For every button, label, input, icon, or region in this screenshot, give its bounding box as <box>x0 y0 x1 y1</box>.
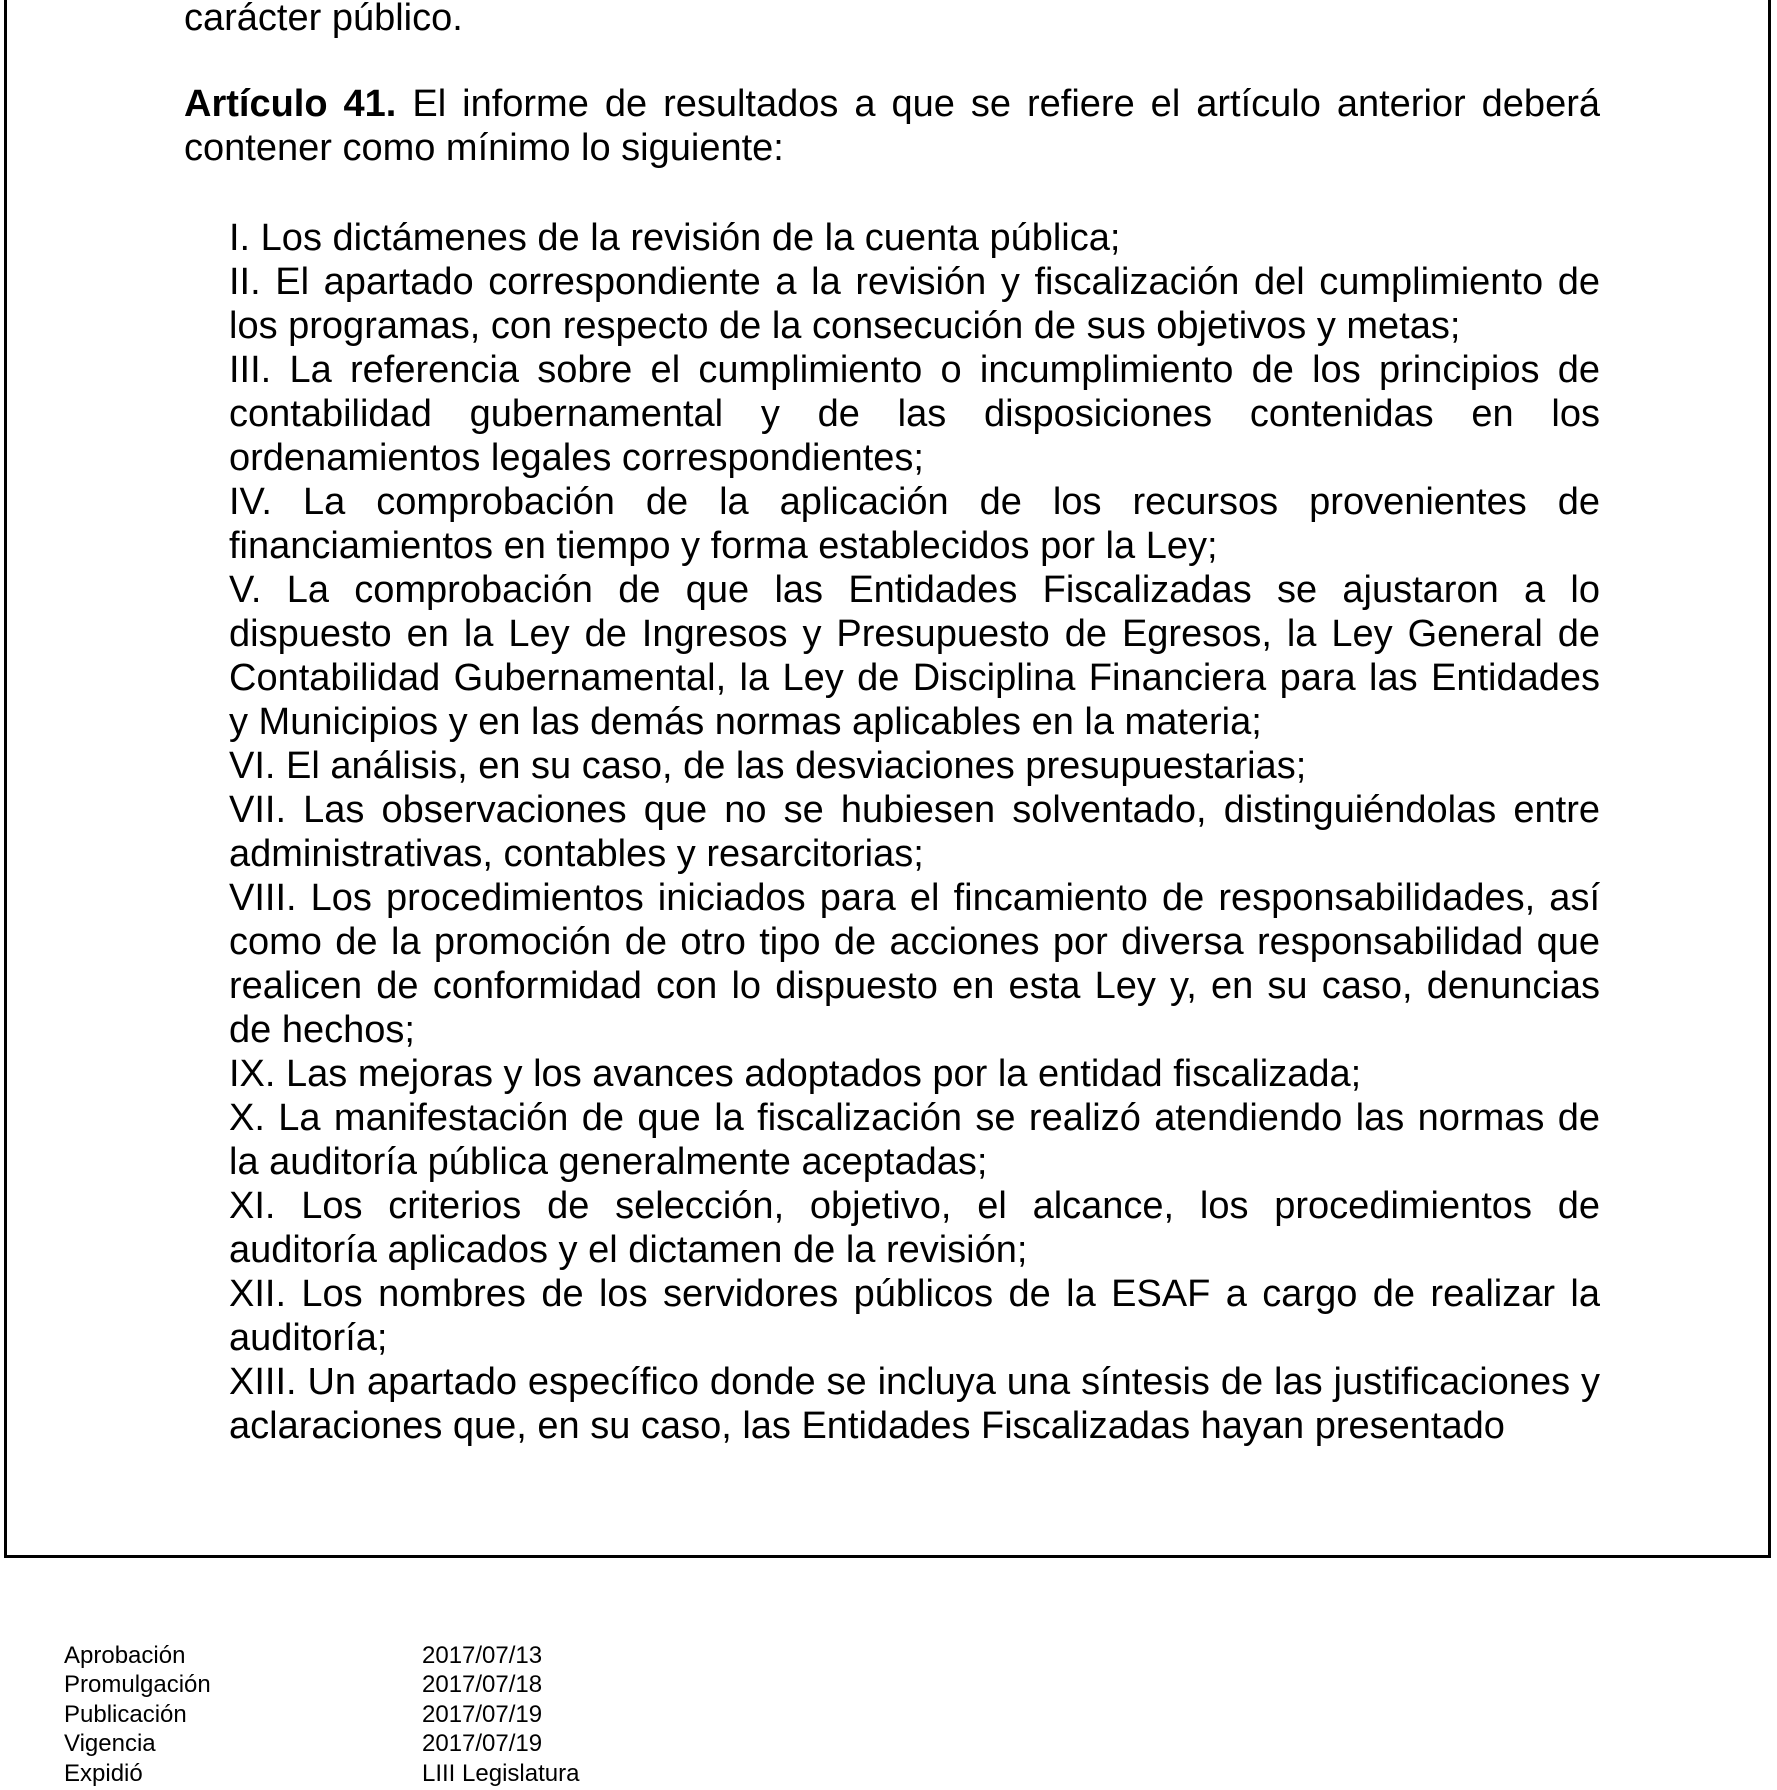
metadata-row <box>64 1729 579 1758</box>
metadata-row <box>64 1641 579 1670</box>
fraction-v: V. La comprobación de que las Entidades Fiscalizadas se ajustaron a lo dispuesto en la Ley de Ingresos y Presupuesto de Egresos, la Ley General de Contabilidad Gubernamental, la Ley de Disciplina Financiera para las Entidades y Municipios y en las demás normas aplicables en la materia; <box>229 569 1600 743</box>
fraction-iv: IV. La comprobación de la aplicación de los recursos provenientes de financiamientos en tiempo y forma establecidos por la Ley; <box>229 481 1600 567</box>
fraction-viii: VIII. Los procedimientos iniciados para el fincamiento de responsabilidades, así como de la promoción de otro tipo de acciones por diversa responsabilidad que realicen de conformidad con lo dispuesto en esta Ley y, en su caso, denuncias de hechos; <box>229 877 1600 1051</box>
metadata-value: 2017/07/18 <box>422 1671 543 1699</box>
metadata-label: Promulgación <box>64 1671 211 1699</box>
metadata-label: Expidió <box>64 1759 143 1787</box>
fraction-x: X. La manifestación de que la fiscalización se realizó atendiendo las normas de la auditoría pública generalmente aceptadas; <box>229 1097 1600 1183</box>
fraction-xi: XI. Los criterios de selección, objetivo, el alcance, los procedimientos de auditoría aplicados y el dictamen de la revisión; <box>229 1185 1600 1271</box>
metadata-row <box>64 1759 579 1788</box>
metadata-label: Vigencia <box>64 1730 156 1758</box>
article-text: El informe de resultados a que se refiere el artículo anterior deberá contener como mínimo lo siguiente: <box>184 83 1600 169</box>
metadata-table <box>64 1641 579 1788</box>
fraction-list <box>229 216 1600 1448</box>
fraction-ix: IX. Las mejoras y los avances adoptados por la entidad fiscalizada; <box>229 1053 1362 1095</box>
fraction-vii: VII. Las observaciones que no se hubiesen solventado, distinguiéndolas entre administrativas, contables y resarcitorias; <box>229 789 1600 875</box>
metadata-label: Aprobación <box>64 1642 186 1669</box>
article-41 <box>184 82 1600 170</box>
metadata-value: 2017/07/19 <box>422 1700 543 1728</box>
fraction-ii: II. El apartado correspondiente a la revisión y fiscalización del cumplimiento de los programas, con respecto de la consecución de sus objetivos y metas; <box>229 261 1600 347</box>
fraction-vi: VI. El análisis, en su caso, de las desviaciones presupuestarias; <box>229 745 1307 787</box>
metadata-value: LIII Legislatura <box>422 1759 580 1787</box>
metadata-row <box>64 1670 579 1699</box>
fraction-i: I. Los dictámenes de la revisión de la cuenta pública; <box>229 217 1121 259</box>
article-number: Artículo 41. <box>184 83 397 125</box>
fraction-xiii: XIII. Un apartado específico donde se incluya una síntesis de las justificaciones y aclaraciones que, en su caso, las Entidades Fiscalizadas hayan presentado <box>229 1361 1600 1447</box>
metadata-value: 2017/07/19 <box>422 1730 543 1758</box>
fraction-iii: III. La referencia sobre el cumplimiento o incumplimiento de los principios de contabilidad gubernamental y de las disposiciones contenidas en los ordenamientos legales correspondientes; <box>229 349 1600 479</box>
fraction-xii: XII. Los nombres de los servidores públicos de la ESAF a cargo de realizar la auditoría; <box>229 1273 1600 1359</box>
metadata-value: 2017/07/13 <box>422 1642 543 1669</box>
metadata-row <box>64 1700 579 1729</box>
carryover-text: carácter público. <box>184 0 463 39</box>
metadata-label: Publicación <box>64 1700 187 1728</box>
